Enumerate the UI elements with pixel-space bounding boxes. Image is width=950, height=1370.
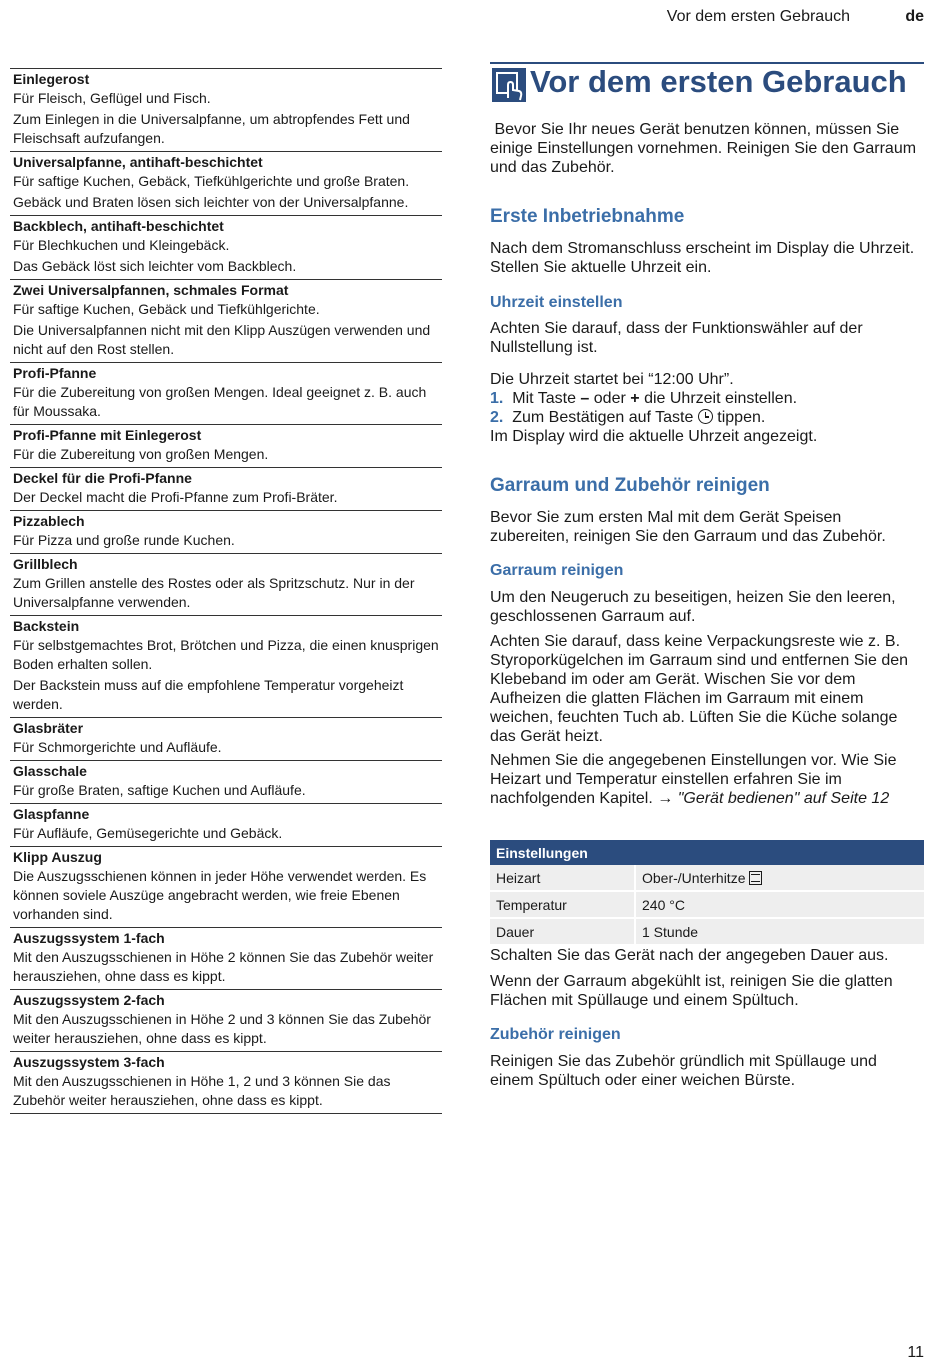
accessory-title: Auszugssystem 3-fach [13, 1054, 165, 1070]
heading-first-use: Erste Inbetriebnahme [490, 206, 685, 227]
list-item [10, 1051, 442, 1114]
clean-accessories-text: Reinigen Sie das Zubehör gründlich mit Spüllauge und einem Spültuch oder einer weichen Bürste. [490, 1053, 877, 1089]
clock-icon [698, 409, 713, 424]
accessory-title: Auszugssystem 2-fach [13, 992, 165, 1008]
accessory-description: Zum Einlegen in die Universalpfanne, um abtropfendes Fett und Fleischsaft aufzufangen. [13, 111, 410, 146]
list-item [10, 362, 442, 424]
time-start-text: Die Uhrzeit startet bei “12:00 Uhr”. [490, 371, 734, 388]
accessory-description: Die Auszugsschienen können in jeder Höhe verwendet werden. Es können soviele Auszüge angebracht werden, wie freie Ebenen vorhanden sind. [13, 868, 427, 922]
heading-clean-accessories: Zubehör reinigen [490, 1026, 621, 1043]
step-result: Im Display wird die aktuelle Uhrzeit angezeigt. [490, 428, 818, 445]
list-item [10, 553, 442, 615]
accessory-description: Für Blechkuchen und Kleingebäck. [13, 237, 230, 253]
top-bottom-heat-icon [749, 871, 762, 885]
set-time-text: Achten Sie darauf, dass der Funktionswähler auf der Nullstellung ist. [490, 320, 863, 356]
list-item [10, 989, 442, 1051]
table-row: Dauer 1 Stunde [490, 918, 924, 945]
accessory-title: Auszugssystem 1-fach [13, 930, 165, 946]
table-row: Temperatur 240 °C [490, 891, 924, 918]
accessory-title: Zwei Universalpfannen, schmales Format [13, 282, 289, 298]
clean-oven-p3: Nehmen Sie die angegebenen Einstellungen vor. Wie Sie Heizart und Temperatur einstellen erfahren Sie im nachfolgenden Kapitel. → "Gerät bedienen" auf Seite 12 [490, 752, 897, 807]
accessory-title: Profi-Pfanne mit Einlegerost [13, 427, 202, 443]
accessory-description: Für Fleisch, Geflügel und Fisch. [13, 90, 211, 106]
list-item [10, 846, 442, 927]
accessory-title: Glaspfanne [13, 806, 90, 822]
list-item [10, 151, 442, 215]
accessory-description: Gebäck und Braten lösen sich leichter von der Universalpfanne. [13, 194, 409, 210]
accessory-description: Mit den Auszugsschienen in Höhe 2 können Sie das Zubehör weiter herausziehen, ohne dass es kippt. [13, 949, 434, 984]
list-item [10, 279, 442, 362]
table-row: Heizart Ober-/Unterhitze [490, 865, 924, 891]
list-item [10, 717, 442, 760]
accessory-title: Backblech, antihaft-beschichtet [13, 218, 224, 234]
cleaning-text: Bevor Sie zum ersten Mal mit dem Gerät Speisen zubereiten, reinigen Sie den Garraum und das Zubehör. [490, 509, 886, 545]
clean-oven-p2: Achten Sie darauf, dass keine Verpackungsreste wie z. B. Styroporkügelchen im Garraum sind und entfernen Sie den Klebeband im oder am Gerät. Wischen Sie vor dem Aufheizen die glatten Flächen im Garraum mit einem weichen, feuchten Tuch ab. Lüften Sie die Küche solange das Gerät heizt. [490, 633, 909, 745]
list-item [10, 803, 442, 846]
accessory-description: Der Deckel macht die Profi-Pfanne zum Profi-Bräter. [13, 489, 338, 505]
list-item [10, 467, 442, 510]
heading-set-time: Uhrzeit einstellen [490, 294, 623, 311]
settings-table-header: Einstellungen [490, 840, 924, 865]
first-use-text: Nach dem Stromanschluss erscheint im Display die Uhrzeit. Stellen Sie aktuelle Uhrzeit ein. [490, 240, 915, 276]
heading-clean-oven: Garraum reinigen [490, 562, 624, 579]
minus-key-icon: – [580, 390, 590, 407]
accessory-title: Einlegerost [13, 71, 90, 87]
settings-table [490, 840, 924, 946]
accessory-title: Glasbräter [13, 720, 84, 736]
intro-text: Bevor Sie Ihr neues Gerät benutzen können, müssen Sie einige Einstellungen vornehmen. Reinigen Sie den Garraum und das Zubehör. [490, 121, 917, 176]
list-item [10, 215, 442, 279]
accessory-description: Für saftige Kuchen, Gebäck, Tiefkühlgerichte und große Braten. [13, 173, 410, 189]
after-text-2: Wenn der Garraum abgekühlt ist, reinigen Sie die glatten Flächen mit Spüllauge und einem Spültuch. [490, 973, 893, 1009]
accessory-title: Grillblech [13, 556, 78, 572]
accessory-description: Für große Braten, saftige Kuchen und Aufläufe. [13, 782, 306, 798]
hand-touch-icon [492, 68, 526, 102]
heading-cleaning: Garraum und Zubehör reinigen [490, 475, 770, 496]
accessory-title: Universalpfanne, antihaft-beschichtet [13, 154, 263, 170]
accessory-title: Profi-Pfanne [13, 365, 97, 381]
list-item [10, 68, 442, 151]
accessory-title: Glasschale [13, 763, 87, 779]
accessory-title: Klipp Auszug [13, 849, 102, 865]
accessory-description: Für Schmorgerichte und Aufläufe. [13, 739, 222, 755]
accessory-description: Zum Grillen anstelle des Rostes oder als Spritzschutz. Nur in der Universalpfanne verwenden. [13, 575, 415, 610]
page-reference-link[interactable]: "Gerät bedienen" auf Seite 12 [677, 790, 890, 807]
accessory-description: Mit den Auszugsschienen in Höhe 2 und 3 können Sie das Zubehör weiter herausziehen, ohne dass es kippt. [13, 1011, 431, 1046]
page-number: 11 [907, 1344, 924, 1361]
language-code: de [905, 8, 924, 25]
accessory-description: Die Universalpfannen nicht mit den Klipp Auszügen verwenden und nicht auf den Rost stellen. [13, 322, 431, 357]
plus-key-icon: + [630, 390, 640, 407]
accessory-description: Der Backstein muss auf die empfohlene Temperatur vorgeheizt werden. [13, 677, 404, 712]
accessory-description: Für die Zubereitung von großen Mengen. [13, 446, 269, 462]
step-2: 2. Zum Bestätigen auf Taste tippen. [490, 409, 766, 426]
page-header [0, 8, 930, 30]
accessory-description: Für Aufläufe, Gemüsegerichte und Gebäck. [13, 825, 283, 841]
after-text-1: Schalten Sie das Gerät nach der angegeben Dauer aus. [490, 947, 889, 964]
list-item [10, 510, 442, 553]
arrow-icon: → [657, 790, 674, 807]
accessory-title: Pizzablech [13, 513, 85, 529]
accessory-description: Für selbstgemachtes Brot, Brötchen und Pizza, die einen knusprigen Boden erhalten sollen. [13, 637, 439, 672]
list-item [10, 615, 442, 717]
accessory-description: Für Pizza und große runde Kuchen. [13, 532, 235, 548]
section-heading [490, 62, 924, 102]
list-item [10, 760, 442, 803]
clean-oven-p1: Um den Neugeruch zu beseitigen, heizen Sie den leeren, geschlossenen Garraum auf. [490, 589, 896, 625]
accessory-description: Für saftige Kuchen, Gebäck und Tiefkühlgerichte. [13, 301, 320, 317]
accessories-list [10, 68, 442, 1114]
accessory-description: Das Gebäck löst sich leichter vom Backblech. [13, 258, 297, 274]
list-item [10, 927, 442, 989]
accessory-description: Mit den Auszugsschienen in Höhe 1, 2 und 3 können Sie das Zubehör weiter herausziehen, ohne dass es kippt. [13, 1073, 391, 1108]
list-item [10, 424, 442, 467]
accessory-title: Deckel für die Profi-Pfanne [13, 470, 192, 486]
page-title: Vor dem ersten Gebrauch [530, 64, 907, 99]
step-1: 1. Mit Taste – oder + die Uhrzeit einstellen. [490, 390, 798, 407]
accessory-title: Backstein [13, 618, 80, 634]
header-title: Vor dem ersten Gebrauch [666, 8, 850, 25]
accessory-description: Für die Zubereitung von großen Mengen. Ideal geeignet z. B. auch für Moussaka. [13, 384, 427, 419]
